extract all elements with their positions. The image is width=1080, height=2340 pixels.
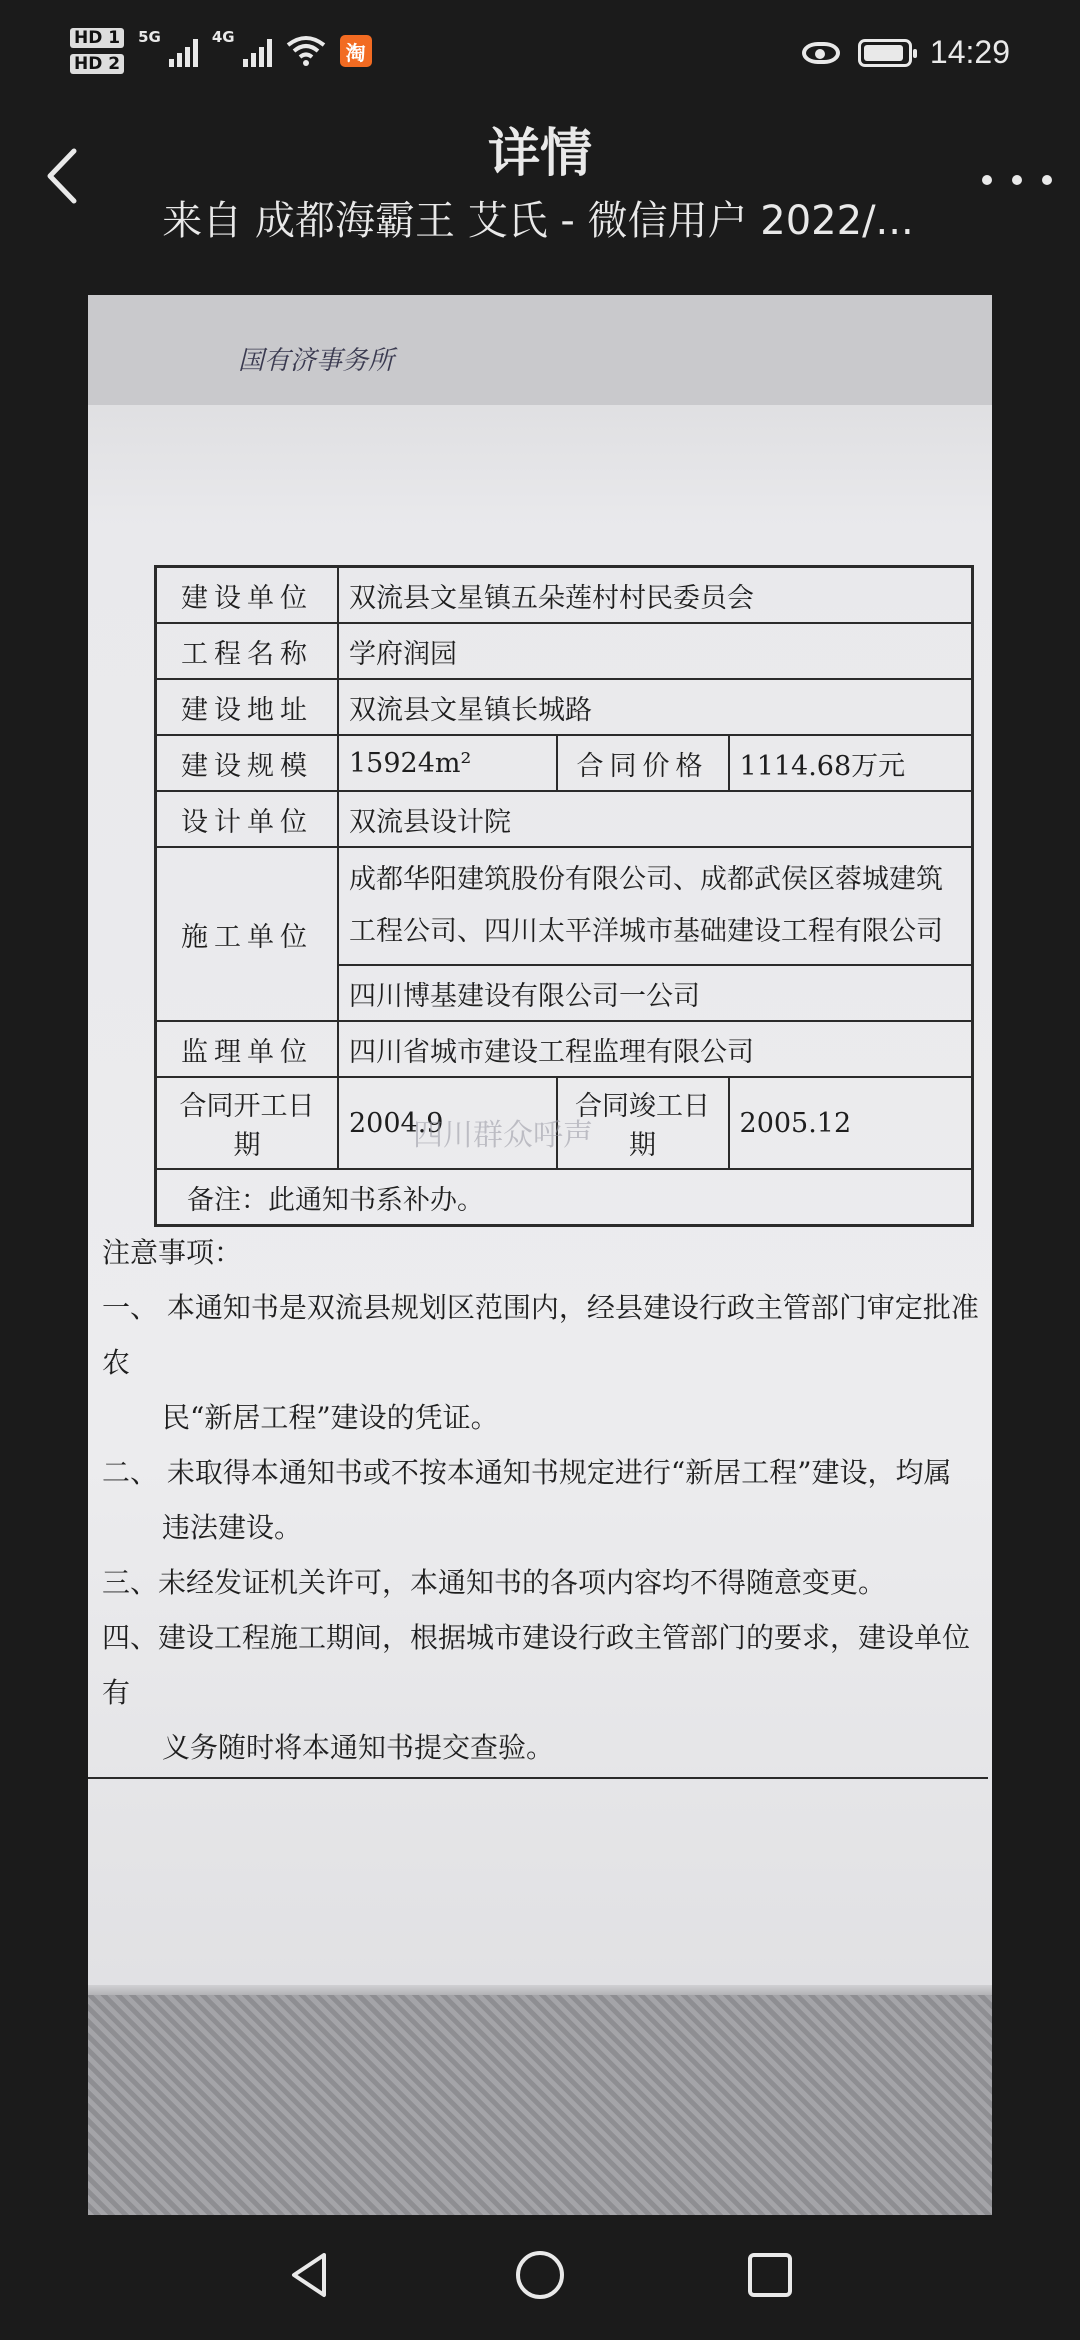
document-photo[interactable] [88,295,992,2223]
notice-line: 民“新居工程”建设的凭证。 [162,1401,499,1434]
network-type-1: 5G [138,28,161,46]
fabric-background [88,1995,992,2223]
form-value: 双流县文星镇五朵莲村村民委员会 [338,567,973,624]
more-dot-icon [1042,175,1052,185]
table-row [156,679,973,735]
hd2-badge: HD 2 [70,54,124,74]
form-value: 四川博基建设有限公司一公司 [338,965,973,1021]
form-label: 设计单位 [156,791,339,847]
form-label: 监理单位 [156,1021,339,1077]
form-bottom-border [88,1777,988,1779]
table-row [156,847,973,965]
photo-top-strip [88,295,992,405]
network-type-2: 4G [211,28,235,46]
form-value: 2004.9 [338,1077,557,1169]
form-label: 合同开工日期 [156,1077,339,1169]
form-value: 2005.12 [729,1077,973,1169]
form-label: 合同竣工日期 [557,1077,729,1169]
form-label: 建设单位 [156,567,339,624]
handwritten-scribble: 国有济事务所 [238,346,395,376]
form-label: 建设规模 [156,735,339,791]
hd1-badge: HD 1 [70,28,124,48]
wifi-icon [286,35,326,67]
table-row [156,791,973,847]
table-row [156,1021,973,1077]
more-options-button[interactable] [982,160,1052,200]
form-label: 工程名称 [156,623,339,679]
nav-home-button[interactable] [510,2245,570,2305]
notice-section [102,1225,982,1775]
form-value: 学府润园 [338,623,973,679]
nav-back-button[interactable] [280,2245,340,2305]
nav-recent-button[interactable] [740,2245,800,2305]
notice-line: 违法建设。 [162,1511,303,1544]
more-dot-icon [982,175,992,185]
notice-line: 四、建设工程施工期间，根据城市建设行政主管部门的要求，建设单位有 [102,1621,971,1709]
form-label: 合同价格 [557,735,729,791]
notice-line: 义务随时将本通知书提交查验。 [162,1731,555,1764]
status-right [802,34,1010,71]
status-left [70,28,372,74]
system-nav-bar [0,2215,1080,2340]
form-value: 1114.68万元 [729,735,973,791]
form-value: 15924m² [338,735,557,791]
taobao-app-icon: 淘 [340,35,372,67]
form-label: 建设地址 [156,679,339,735]
notice-line: 二、 未取得本通知书或不按本通知书规定进行“新居工程”建设，均属 [102,1456,952,1489]
form-value: 四川省城市建设工程监理有限公司 [338,1021,973,1077]
notice-line: 一、 本通知书是双流县规划区范围内，经县建设行政主管部门审定批准农 [102,1291,979,1379]
signal-icon-2 [243,35,272,67]
notice-line: 三、未经发证机关许可，本通知书的各项内容均不得随意变更。 [102,1566,887,1599]
table-row [156,623,973,679]
signal-icon [169,35,198,67]
more-dot-icon [1012,175,1022,185]
square-recent-icon [740,2245,800,2305]
page-subtitle: 来自 成都海霸王 艾氏 - 微信用户 2022/... [162,198,914,244]
status-bar [0,0,1080,120]
form-value: 双流县设计院 [338,791,973,847]
notice-heading: 注意事项： [102,1236,243,1269]
form-value: 双流县文星镇长城路 [338,679,973,735]
hd-indicators [70,28,124,74]
watermark-text: 四川群众呼声 [413,1118,593,1153]
eye-comfort-icon [802,42,840,64]
form-remark: 备注：此通知书系补办。 [156,1169,973,1226]
status-time: 14:29 [929,34,1010,70]
page-title: 详情 [487,124,592,184]
circle-home-icon [510,2245,570,2305]
form-label: 施工单位 [156,847,339,1021]
table-row [156,1169,973,1226]
triangle-back-icon [280,2245,340,2305]
form-value: 成都华阳建筑股份有限公司、成都武侯区蓉城建筑工程公司、四川太平洋城市基础建设工程有限公司 [338,847,973,965]
table-row [156,567,973,624]
table-row [156,735,973,791]
header [0,105,1080,245]
battery-icon [858,39,912,67]
